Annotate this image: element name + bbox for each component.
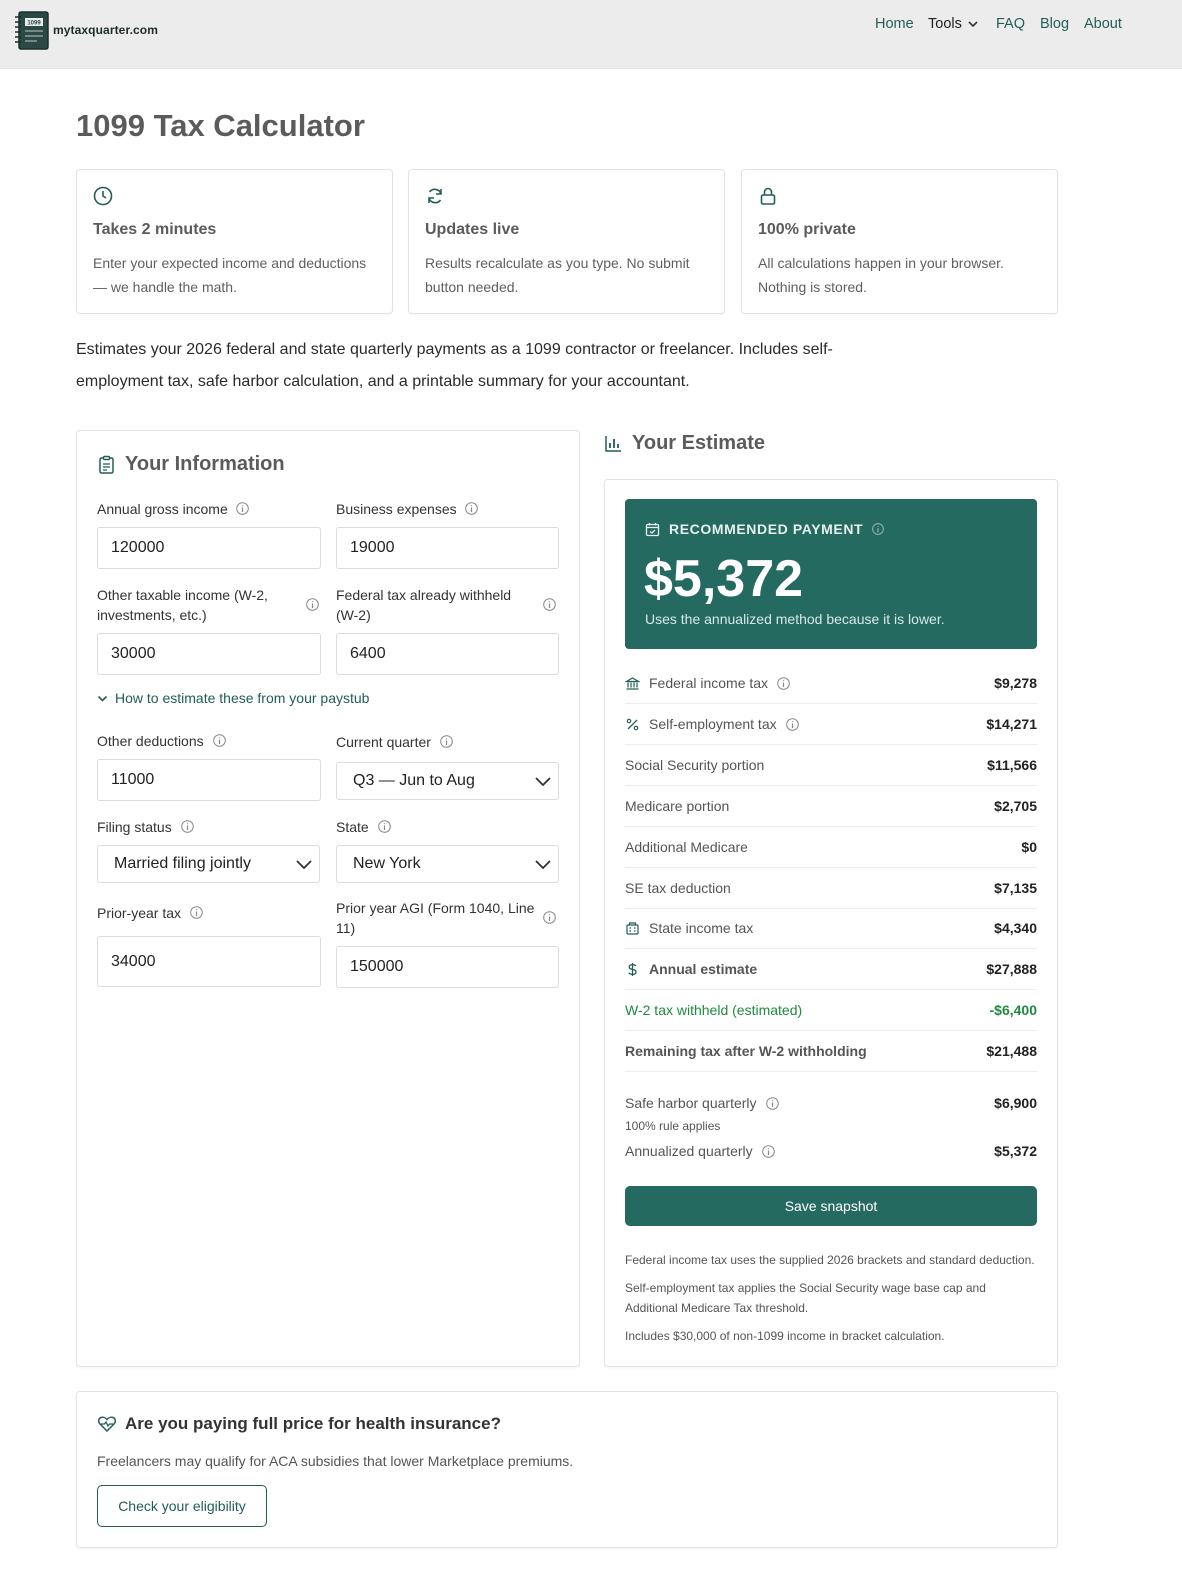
your-information-heading [97, 453, 285, 476]
top-navigation-bar [0, 0, 1182, 69]
row-value: $9,278 [994, 675, 1037, 691]
chevron-down-icon [534, 773, 552, 791]
footnote: Includes $30,000 of non-1099 income in bracket calculation. [625, 1329, 945, 1343]
intro-paragraph: Estimates your 2026 federal and state quarterly payments as a 1099 contractor or freelancer. Includes self-employment tax, safe harbor calculation, and a printable summary for your accountant. [76, 341, 833, 390]
row-additional-medicare [625, 827, 1037, 868]
clipboard-icon [97, 455, 116, 474]
lock-icon [758, 186, 778, 206]
state-value: New York [353, 855, 421, 872]
other-deductions-input[interactable]: 11000 [97, 759, 321, 801]
nav-tools-dropdown[interactable] [928, 16, 979, 32]
recommended-payment-label [645, 521, 893, 537]
row-value: $2,705 [994, 798, 1037, 814]
notebook-logo-icon [14, 11, 50, 51]
refresh-icon [425, 186, 445, 206]
chevron-down-icon [97, 693, 108, 704]
row-label: SE tax deduction [625, 880, 731, 896]
row-label: Additional Medicare [625, 839, 748, 855]
row-value: $7,135 [994, 880, 1037, 896]
filing-status-select[interactable] [97, 845, 320, 883]
business-expenses-input[interactable]: 19000 [336, 527, 559, 569]
info-icon[interactable] [440, 735, 453, 748]
row-label: W-2 tax withheld (estimated) [625, 1002, 803, 1018]
row-value: $21,488 [986, 1043, 1037, 1059]
panel-title: Your Information [125, 453, 285, 475]
nav-tools-label: Tools [928, 16, 962, 32]
row-annualized-quarterly [625, 1143, 1037, 1159]
prior-year-tax-label: Prior-year tax [97, 905, 182, 921]
row-value: $11,566 [987, 757, 1037, 773]
row-remaining-tax [625, 1031, 1037, 1072]
nav-faq-link[interactable]: FAQ [996, 16, 1026, 32]
row-value: $5,372 [994, 1143, 1037, 1159]
paystub-help-toggle[interactable] [97, 690, 369, 706]
info-icon[interactable] [786, 718, 799, 731]
chevron-down-icon [295, 856, 313, 874]
clock-icon [93, 186, 113, 206]
percent-icon [625, 717, 640, 732]
current-quarter-select[interactable] [336, 762, 559, 800]
dollar-icon [625, 962, 640, 977]
feature-title: 100% private [758, 221, 856, 238]
annual-gross-income-input[interactable]: 120000 [97, 527, 321, 569]
row-self-employment-tax [625, 704, 1037, 745]
feature-desc: Enter your expected income and deductions — we handle the math. [93, 255, 367, 295]
recommended-payment-note: Uses the annualized method because it is lower. [645, 611, 945, 627]
heart-pulse-icon [97, 1414, 117, 1434]
calendar-check-icon [645, 522, 660, 537]
site-name: mytaxquarter.com [53, 23, 158, 37]
health-insurance-title-text: Are you paying full price for health insurance? [125, 1414, 501, 1433]
filing-status-value: Married filing jointly [114, 855, 251, 872]
info-icon[interactable] [872, 523, 884, 535]
other-taxable-income-label: Other taxable income (W-2, investments, etc.) [97, 587, 268, 623]
info-icon[interactable] [181, 820, 194, 833]
row-federal-income-tax [625, 663, 1037, 704]
state-select[interactable] [336, 845, 559, 883]
info-icon[interactable] [777, 677, 790, 690]
feature-desc: All calculations happen in your browser. Nothing is stored. [758, 255, 1004, 295]
footnote: Federal income tax uses the supplied 2026 brackets and standard deduction. [625, 1253, 1035, 1267]
row-value: $4,340 [994, 920, 1037, 936]
row-value: $0 [1021, 839, 1037, 855]
row-value: $6,900 [994, 1095, 1037, 1111]
prior-year-agi-label: Prior year AGI (Form 1040, Line 11) [336, 900, 535, 936]
state-label: State [336, 819, 369, 835]
other-taxable-income-input[interactable]: 30000 [97, 633, 321, 675]
chevron-down-icon [534, 856, 552, 874]
current-quarter-value: Q3 — Jun to Aug [353, 772, 475, 789]
row-label: Remaining tax after W-2 withholding [625, 1043, 867, 1059]
row-value: $14,271 [986, 716, 1037, 732]
your-estimate-heading [604, 432, 765, 455]
feature-card-live [408, 169, 725, 314]
info-icon[interactable] [190, 906, 203, 919]
row-social-security [625, 745, 1037, 786]
nav-blog-link[interactable]: Blog [1040, 16, 1070, 32]
row-annual-estimate [625, 949, 1037, 990]
bar-chart-icon [604, 434, 623, 453]
row-label: Self-employment tax [649, 716, 777, 732]
row-value: $27,888 [986, 961, 1037, 977]
info-icon[interactable] [306, 598, 319, 611]
info-icon[interactable] [378, 820, 391, 833]
row-label: Medicare portion [625, 798, 730, 814]
other-deductions-label: Other deductions [97, 733, 204, 749]
save-snapshot-button[interactable]: Save snapshot [625, 1186, 1037, 1226]
annual-gross-income-label: Annual gross income [97, 501, 228, 517]
feature-title: Takes 2 minutes [93, 221, 217, 238]
row-label: Federal income tax [649, 675, 769, 691]
info-icon[interactable] [543, 598, 556, 611]
health-insurance-card [76, 1391, 1058, 1548]
row-state-income-tax [625, 908, 1037, 949]
federal-withheld-label: Federal tax already withheld (W-2) [336, 587, 512, 623]
info-icon[interactable] [766, 1097, 779, 1110]
panel-title: Your Estimate [632, 432, 765, 454]
info-icon[interactable] [465, 502, 478, 515]
prior-year-tax-input[interactable]: 34000 [97, 936, 321, 987]
filing-status-label: Filing status [97, 819, 172, 835]
row-label: Safe harbor quarterly [625, 1095, 757, 1111]
recommended-payment-card [625, 499, 1037, 649]
health-insurance-desc: Freelancers may qualify for ACA subsidies that lower Marketplace premiums. [97, 1453, 574, 1469]
footnote: Self-employment tax applies the Social Security wage base cap and Additional Medicare Tax threshold. [625, 1281, 986, 1315]
nav-about-link[interactable]: About [1084, 16, 1122, 32]
row-label: Social Security portion [625, 757, 765, 773]
logo-badge-text: 1099 [27, 20, 41, 27]
nav-home-link[interactable]: Home [875, 16, 914, 32]
safe-harbor-rule-note: 100% rule applies [625, 1119, 721, 1133]
info-icon[interactable] [236, 502, 249, 515]
info-icon[interactable] [543, 911, 556, 924]
feature-desc: Results recalculate as you type. No submit button needed. [425, 255, 690, 295]
chevron-down-icon [967, 18, 979, 30]
paystub-help-label: How to estimate these from your paystub [115, 690, 370, 706]
feature-card-private [741, 169, 1058, 314]
page-title: 1099 Tax Calculator [76, 108, 365, 143]
row-se-tax-deduction [625, 868, 1037, 909]
bank-icon [625, 676, 640, 691]
feature-card-time [76, 169, 393, 314]
info-icon[interactable] [762, 1145, 775, 1158]
info-icon[interactable] [213, 734, 226, 747]
row-medicare [625, 786, 1037, 827]
prior-year-agi-input[interactable]: 150000 [336, 946, 559, 988]
row-label: Annual estimate [649, 961, 758, 977]
health-insurance-title [97, 1414, 501, 1434]
federal-withheld-input[interactable]: 6400 [336, 633, 559, 675]
business-expenses-label: Business expenses [336, 501, 457, 517]
row-safe-harbor-quarterly [625, 1095, 1037, 1111]
recommended-payment-text: RECOMMENDED PAYMENT [669, 521, 864, 537]
row-label: Annualized quarterly [625, 1143, 753, 1159]
row-w2-withheld [625, 990, 1037, 1031]
building-icon [625, 921, 640, 936]
feature-title: Updates live [425, 221, 520, 238]
recommended-payment-amount: $5,372 [644, 550, 804, 608]
row-label: State income tax [649, 920, 754, 936]
check-eligibility-button[interactable]: Check your eligibility [97, 1485, 267, 1527]
site-logo[interactable] [14, 11, 158, 51]
current-quarter-label: Current quarter [336, 734, 431, 750]
row-value: -$6,400 [989, 1002, 1037, 1018]
